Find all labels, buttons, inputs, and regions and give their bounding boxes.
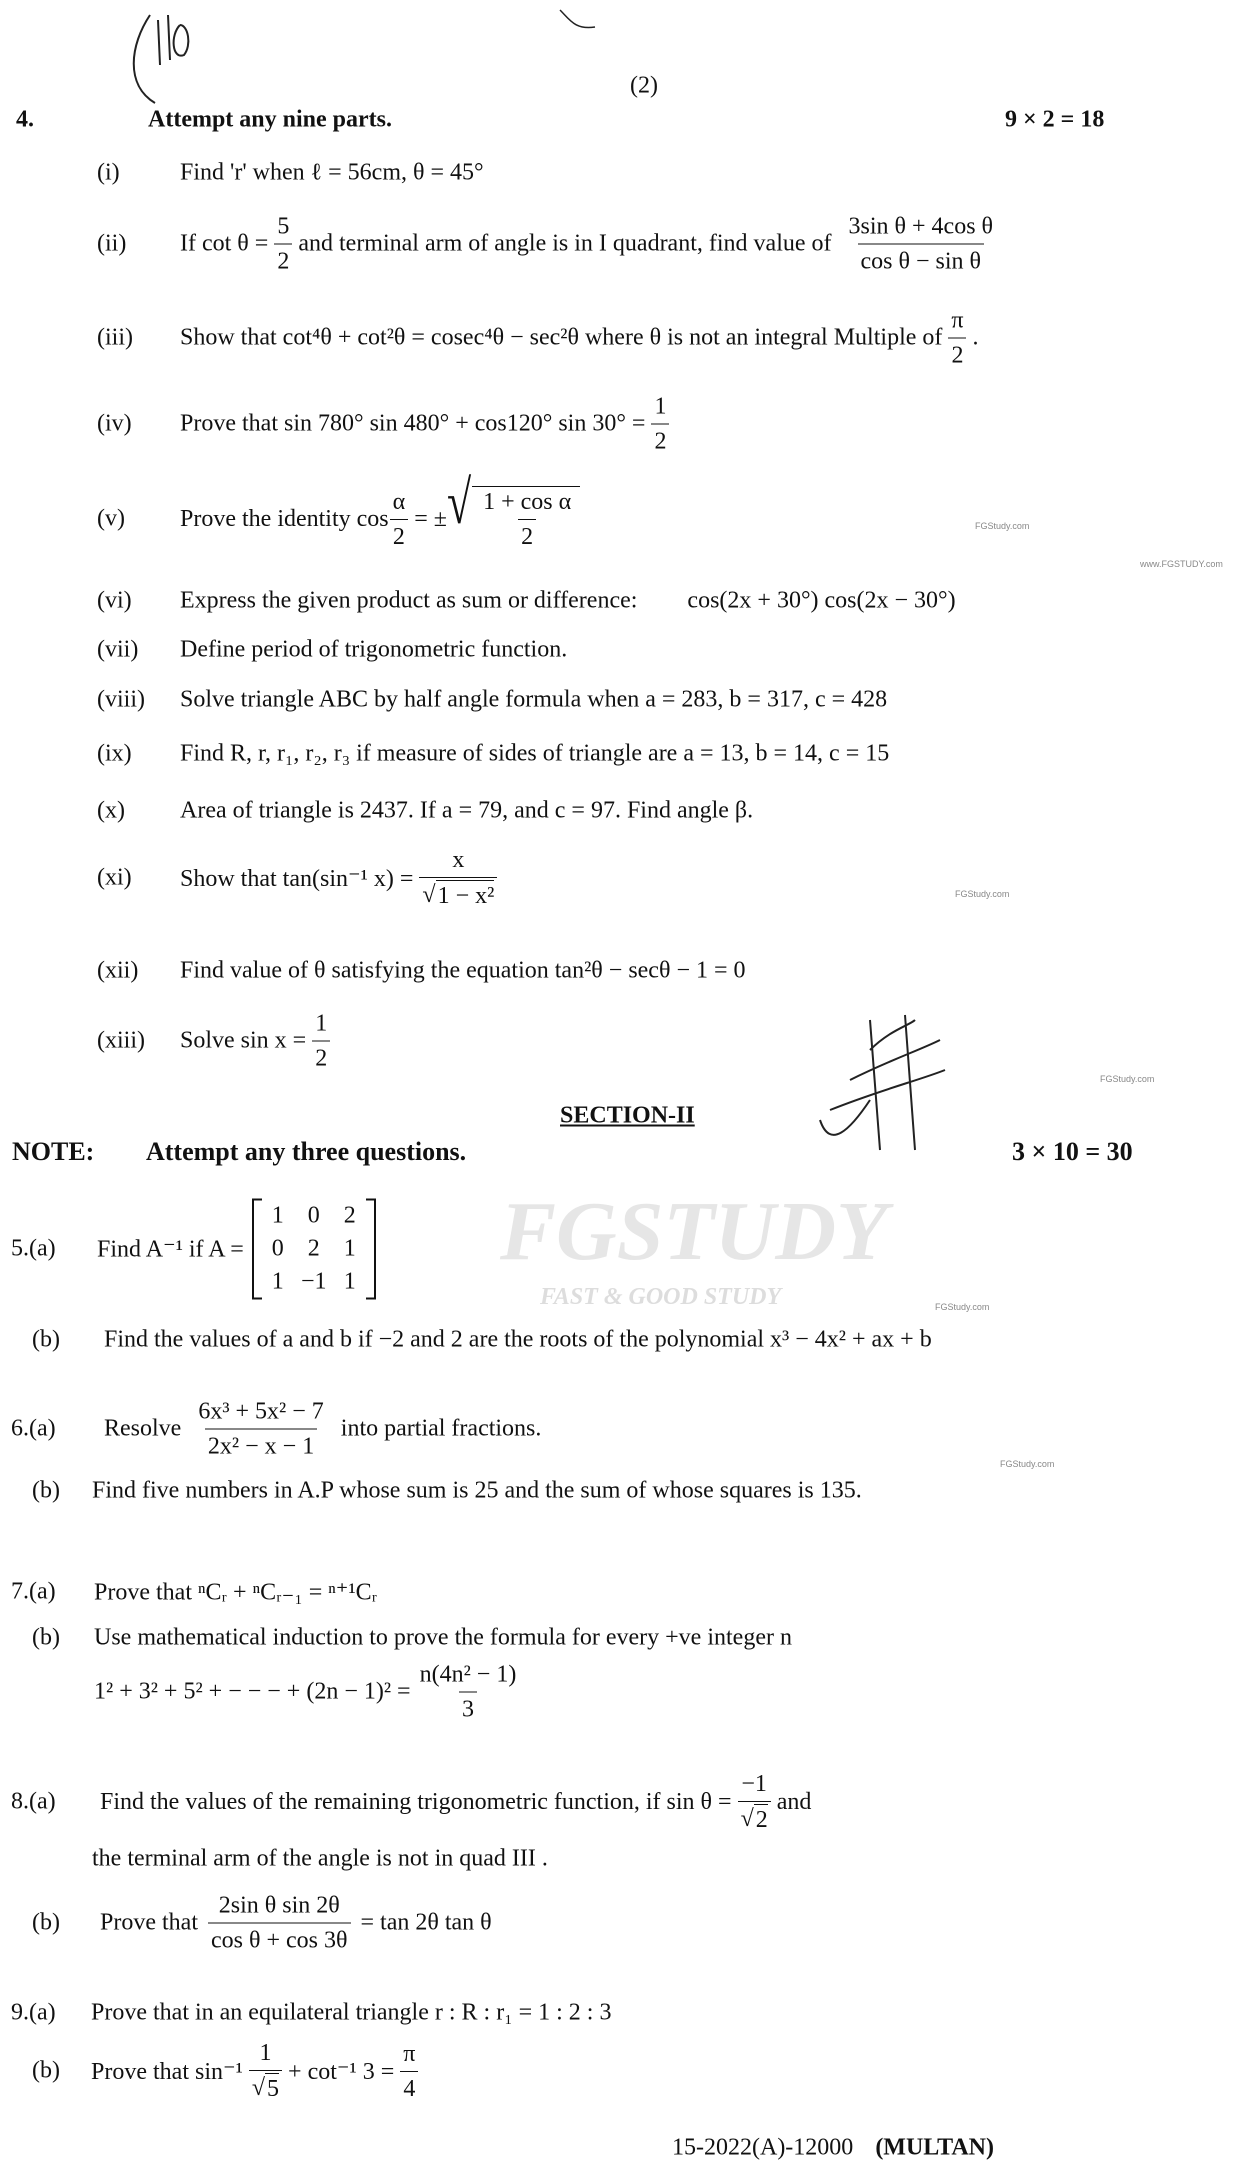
part-vi-expr: cos(2x + 30°) cos(2x − 30°) <box>687 587 956 614</box>
matrix-cell: 1 <box>343 1235 356 1262</box>
question-marks: 9 × 2 = 18 <box>1005 106 1105 133</box>
radical-sign-icon: √ <box>422 882 436 908</box>
radicand: 2 <box>754 1804 768 1835</box>
matrix-cell: 1 <box>271 1202 284 1229</box>
part-xi <box>180 845 503 911</box>
denominator <box>249 2070 282 2104</box>
fraction <box>846 212 997 277</box>
q9b <box>91 2038 424 2104</box>
section-title: SECTION-II <box>560 1102 695 1129</box>
denominator: 2 <box>518 519 536 552</box>
q6a-post: into partial fractions. <box>340 1415 542 1442</box>
handwritten-tick <box>555 5 605 35</box>
part-i-text: Find 'r' when ℓ = 56cm, θ = 45° <box>180 159 484 186</box>
fraction <box>312 1009 330 1074</box>
q5b-text: Find the values of a and b if −2 and 2 are the roots of the polynomial x³ − 4x² + ax + b <box>104 1326 932 1353</box>
part-label: (ii) <box>97 230 127 257</box>
watermark-site: FGStudy.com <box>955 889 1010 899</box>
part-xii <box>180 958 746 985</box>
part-vi-text: Express the given product as sum or difference: <box>180 587 638 614</box>
radicand: 5 <box>265 2073 279 2104</box>
matrix-cell: 0 <box>307 1202 320 1229</box>
q7b <box>94 1625 792 1652</box>
watermark-site: FGStudy.com <box>1000 1459 1055 1469</box>
q7a <box>94 1578 377 1607</box>
part-iv <box>180 392 675 457</box>
part-v-pre: Prove the identity cos <box>180 505 389 532</box>
page-number: (2) <box>630 72 658 99</box>
note-text: Attempt any three questions. <box>146 1137 467 1166</box>
q7a-text: Prove that ⁿCᵣ + ⁿCᵣ₋₁ = ⁿ⁺¹Cᵣ <box>94 1579 378 1606</box>
part-ix <box>180 741 889 768</box>
matrix-a <box>252 1199 376 1300</box>
matrix-cell: 2 <box>343 1202 356 1229</box>
fraction <box>480 487 574 552</box>
part-label: (i) <box>97 159 120 186</box>
fraction <box>738 1769 771 1835</box>
q7b-text: Use mathematical induction to prove the formula for every +ve integer n <box>94 1624 792 1651</box>
q9a-text: Prove that in an equilateral triangle r : R : r₁ = 1 : 2 : 3 <box>91 1999 612 2026</box>
part-iv-pre: Prove that sin 780° sin 480° + cos120° sin 30° = <box>180 410 646 437</box>
part-viii-text: Solve triangle ABC by half angle formula when a = 283, b = 317, c = 428 <box>180 686 888 713</box>
numerator: α <box>392 488 406 515</box>
part-text <box>180 160 484 187</box>
numerator: π <box>403 2040 416 2067</box>
numerator: 6x³ + 5x² − 7 <box>198 1398 324 1425</box>
numerator: x <box>452 847 465 873</box>
q8a-pre: Find the values of the remaining trigonometric function, if sin θ = <box>100 1788 732 1815</box>
question-label: 7.(a) <box>11 1578 56 1605</box>
q8a-post: and <box>776 1788 812 1815</box>
question-label: (b) <box>32 1909 60 1936</box>
part-label: (ix) <box>97 740 132 767</box>
part-label: (vii) <box>97 636 139 663</box>
fraction <box>400 2039 418 2104</box>
q8b <box>100 1891 492 1956</box>
part-ii <box>180 212 1002 277</box>
q9b-pre: Prove that sin⁻¹ <box>91 2058 243 2085</box>
numerator: 5 <box>277 213 290 240</box>
watermark-site: FGStudy.com <box>975 521 1030 531</box>
watermark-site: FGStudy.com <box>1100 1074 1155 1084</box>
fraction <box>274 212 292 277</box>
part-label: (xi) <box>97 864 132 891</box>
q6b-text: Find five numbers in A.P whose sum is 25 and the sum of whose squares is 135. <box>92 1477 862 1504</box>
question-label: 8.(a) <box>11 1788 56 1815</box>
q6b <box>92 1478 862 1505</box>
part-xii-text: Find value of θ satisfying the equation tan²θ − secθ − 1 = 0 <box>180 957 746 984</box>
part-label: (iii) <box>97 324 133 351</box>
numerator: n(4n² − 1) <box>419 1661 517 1688</box>
part-label: (v) <box>97 505 125 532</box>
matrix-cell: 2 <box>307 1235 320 1262</box>
part-label: (viii) <box>97 686 145 713</box>
q8a <box>100 1769 811 1835</box>
part-label: (vi) <box>97 587 132 614</box>
denominator: 2 <box>312 1041 330 1074</box>
part-label: (x) <box>97 797 125 824</box>
part-vii <box>180 637 567 664</box>
denominator: 2x² − x − 1 <box>205 1429 317 1462</box>
denominator: 2 <box>948 338 966 371</box>
q6a <box>104 1397 541 1462</box>
part-ix-text: Find R, r, r₁, r₂, r₃ if measure of sides of triangle are a = 13, b = 14, c = 15 <box>180 740 890 767</box>
part-ii-mid: and terminal arm of angle is in I quadrant, find value of <box>298 230 832 257</box>
question-label: 6.(a) <box>11 1415 56 1442</box>
numerator: 1 <box>315 1010 328 1037</box>
numerator: 1 <box>654 393 667 420</box>
q8a-line2-text: the terminal arm of the angle is not in quad III . <box>92 1845 548 1872</box>
denominator <box>419 877 497 911</box>
question-instruction: Attempt any nine parts. <box>148 106 392 133</box>
matrix-cell: 1 <box>343 1268 356 1295</box>
fraction <box>651 392 669 457</box>
question-label: 5.(a) <box>11 1235 56 1262</box>
q5a <box>97 1199 376 1300</box>
fraction <box>417 1660 520 1725</box>
denominator: cos θ − sin θ <box>858 244 985 277</box>
part-iii-pre: Show that cot⁴θ + cot²θ = cosec⁴θ − sec²θ where θ is not an integral Multiple of <box>180 324 943 351</box>
q8a-line2 <box>92 1846 548 1873</box>
denominator <box>738 1801 771 1835</box>
part-label: (xiii) <box>97 1027 145 1054</box>
question-label: (b) <box>32 1624 60 1651</box>
matrix-cell: 1 <box>271 1268 284 1295</box>
part-label: (xii) <box>97 957 139 984</box>
numerator: 1 <box>259 2040 272 2066</box>
handwritten-signature <box>810 1010 950 1160</box>
section-marks: 3 × 10 = 30 <box>1012 1137 1133 1166</box>
fraction <box>249 2038 282 2104</box>
denominator: 3 <box>459 1692 477 1725</box>
q5b <box>104 1327 932 1354</box>
fraction <box>390 487 409 552</box>
q9a <box>91 2000 611 2027</box>
fraction <box>208 1891 351 1956</box>
numerator: −1 <box>741 1771 767 1797</box>
numerator: 2sin θ sin 2θ <box>218 1892 340 1919</box>
part-iii-post: . <box>972 324 979 351</box>
fraction <box>195 1397 326 1462</box>
watermark-site: www.FGSTUDY.com <box>1140 559 1223 569</box>
handwritten-mark <box>110 5 220 105</box>
denominator: 2 <box>651 424 669 457</box>
watermark-brand: FGSTUDY <box>500 1185 888 1278</box>
part-x <box>180 798 753 825</box>
part-viii <box>180 687 887 714</box>
question-label: (b) <box>32 1326 60 1353</box>
radical-sign-icon: √ <box>740 1806 754 1832</box>
radicand: 1 − x² <box>436 880 495 911</box>
q8b-post: = tan 2θ tan θ <box>360 1909 492 1936</box>
watermark-site: FGStudy.com <box>935 1302 990 1312</box>
part-xi-pre: Show that tan(sin⁻¹ x) = <box>180 865 414 892</box>
fraction <box>419 845 497 911</box>
question-number: 4. <box>16 106 34 133</box>
part-vii-text: Define period of trigonometric function. <box>180 636 568 663</box>
numerator: 3sin θ + 4cos θ <box>848 213 994 240</box>
radical-sign-icon: √ <box>446 468 472 538</box>
watermark-tagline: FAST & GOOD STUDY <box>540 1284 782 1310</box>
part-label: (iv) <box>97 410 132 437</box>
board-name: (MULTAN) <box>875 2134 994 2161</box>
numerator: π <box>951 307 964 334</box>
paper-code: 15-2022(A)-12000 <box>672 2134 854 2161</box>
radical-sign-icon: √ <box>251 2075 266 2101</box>
part-iii <box>180 306 979 371</box>
denominator: cos θ + cos 3θ <box>208 1923 351 1956</box>
q5a-pre: Find A⁻¹ if A = <box>97 1236 244 1263</box>
fraction <box>948 306 966 371</box>
question-label: 9.(a) <box>11 1999 56 2026</box>
square-root <box>446 468 580 552</box>
part-x-text: Area of triangle is 2437. If a = 79, and c = 97. Find angle β. <box>180 797 754 824</box>
q9b-mid: + cot⁻¹ 3 = <box>288 2058 395 2085</box>
part-xiii <box>180 1009 336 1074</box>
question-label: (b) <box>32 1477 60 1504</box>
part-xiii-pre: Solve sin x = <box>180 1027 307 1054</box>
denominator: 4 <box>400 2071 418 2104</box>
part-v-mid: = ± <box>414 505 447 532</box>
part-v <box>180 468 580 552</box>
matrix-cell: 0 <box>271 1235 284 1262</box>
denominator: 2 <box>390 519 408 552</box>
question-label: (b) <box>32 2057 60 2084</box>
q6a-pre: Resolve <box>104 1415 182 1442</box>
matrix-cell: −1 <box>300 1268 327 1295</box>
q7b-lhs: 1² + 3² + 5² + − − − + (2n − 1)² = <box>94 1678 411 1705</box>
part-vi <box>180 588 956 615</box>
denominator: 2 <box>274 244 292 277</box>
part-ii-pre: If cot θ = <box>180 230 269 257</box>
q8b-pre: Prove that <box>100 1909 198 1936</box>
note-label: NOTE: <box>12 1137 95 1166</box>
footer <box>672 2135 994 2162</box>
numerator: 1 + cos α <box>483 489 572 515</box>
q7b-formula <box>94 1660 525 1725</box>
